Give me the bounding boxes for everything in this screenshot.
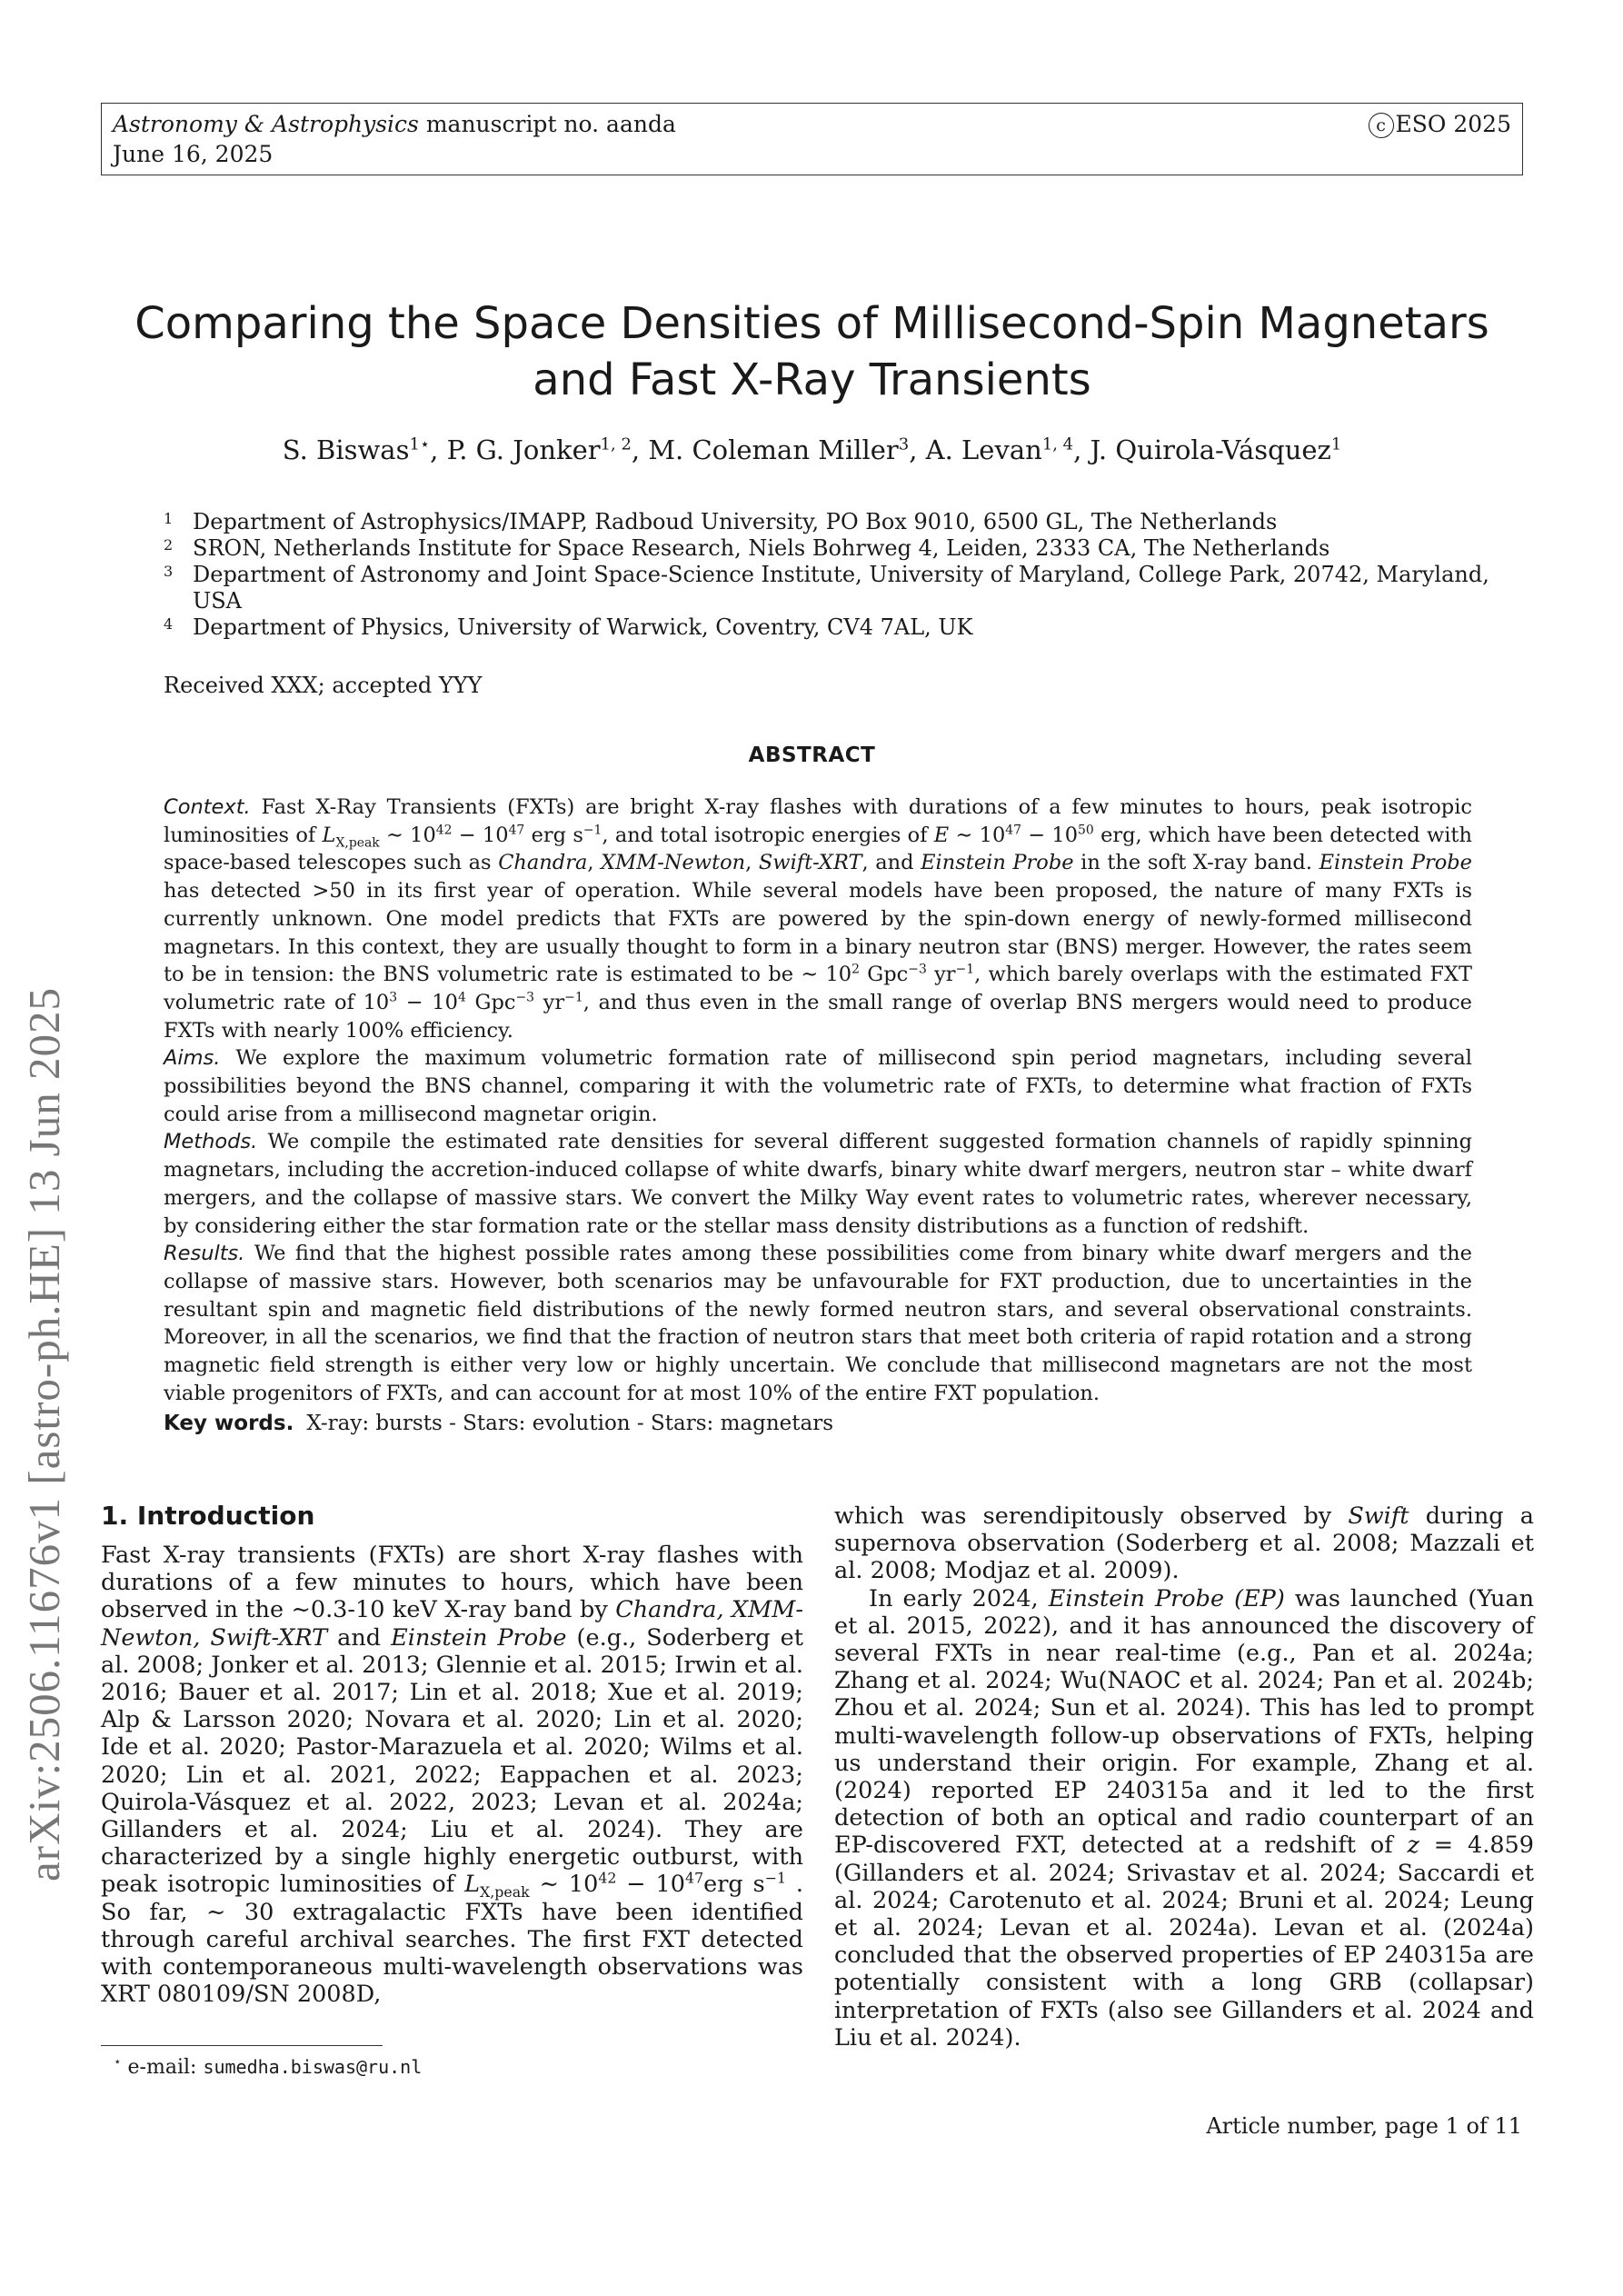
author-list xyxy=(101,432,1523,468)
affiliation: 2 SRON, Netherlands Institute for Space Research, Niels Bohrweg 4, Leiden, 2333 CA, The Netherlands xyxy=(164,535,1330,561)
author: M. Coleman Miller$^3$, xyxy=(648,434,926,465)
abstract-heading: ABSTRACT xyxy=(748,744,876,767)
intro-paragraph-1: Fast X-ray transients (FXTs) are short X-ray flashes with durations of a few minutes to hours, which have been observed in the ∼0.3-10 keV X-ray band by Chandra, XMM-Newton, Swift-XRT and Einstein Probe (e.g., Soderberg et al. 2008; Jonker et al. 2013; Glennie et al. 2015; Irwin et al. 2016; Bauer et al. 2017; Lin et al. 2018; Xue et al. 2019; Alp & Larsson 2020; Novara et al. 2020; Lin et al. 2020; Ide et al. 2020; Pastor-Marazuela et al. 2020; Wilms et al. 2020; Lin et al. 2021, 2022; Eappachen et al. 2023; Quirola-Vásquez et al. 2022, 2023; Levan et al. 2024a; Gillanders et al. 2024; Liu et al. 2024). They are characterized by a single highly energetic outburst, with peak isotropic luminosities of $L_{X,peak}$ ∼ $10^{42} - 10^{47}erg$ $s^{-1}$ . So far, ∼ 30 extragalactic FXTs have been identified through careful archival searches. The first FXT detected with contemporaneous multi-wavelength observations was XRT 080109/SN 2008D, xyxy=(101,1542,803,2009)
journal-name: Astronomy & Astrophysics xyxy=(113,111,419,137)
affiliation: 3 Department of Astronomy and Joint Space-Science Institute, University of Maryland, College Park, 20742, Maryland, USA xyxy=(164,562,1489,614)
page-number: Article number, page 1 of 11 xyxy=(1206,2113,1522,2139)
author: S. Biswas$^{1⋆}$, xyxy=(282,434,447,465)
author: P. G. Jonker$^{1, 2}$, xyxy=(446,434,649,465)
title-line-2: and Fast X-Ray Transients xyxy=(533,354,1091,405)
abstract-aims: Aims. We explore the maximum volumetric formation rate of millisecond spin period magnetars, including several possibilities beyond the BNS channel, comparing it with the volumetric rate of FXTs, to determine what fraction of FXTs could arise from a millisecond magnetar origin. xyxy=(164,1046,1472,1126)
affiliation-list xyxy=(164,509,1499,641)
arxiv-identifier-stamp: arXiv:2506.11676v1 [astro-ph.HE] 13 Jun 2025 xyxy=(19,987,69,1882)
abstract-methods: Methods. We compile the estimated rate densities for several different suggested formation channels of rapidly spinning magnetars, including the accretion-induced collapse of white dwarfs, binary white dwarf mergers, neutron star – white dwarf mergers, and the collapse of massive stars. We convert the Milky Way event rates to volumetric rates, wherever necessary, by considering either the star formation rate or the stellar mass density distributions as a function of redshift. xyxy=(164,1130,1472,1238)
running-header xyxy=(101,103,1523,175)
manuscript-number: manuscript no. aanda xyxy=(425,111,676,137)
title-line-1: Comparing the Space Densities of Millisecond-Spin Magnetars xyxy=(134,298,1489,349)
keywords: Key words. X-ray: bursts - Stars: evolution - Stars: magnetars xyxy=(164,1412,834,1435)
left-column xyxy=(101,1500,803,2008)
footnote: ⋆ e-mail: sumedha.biswas@ru.nl xyxy=(114,2054,423,2079)
header-copyright xyxy=(1369,109,1511,139)
received-line: Received XXX; accepted YYY xyxy=(164,673,483,698)
footnote-rule xyxy=(101,2045,383,2046)
intro-paragraph-2: In early 2024, Einstein Probe (EP) was launched (Yuan et al. 2015, 2022), and it has announced the discovery of several FXTs in near real-time (e.g., Pan et al. 2024a; Zhang et al. 2024; Wu(NAOC et al. 2024; Pan et al. 2024b; Zhou et al. 2024; Sun et al. 2024). This has led to prompt multi-wavelength follow-up observations of FXTs, helping us understand their origin. For example, Zhang et al. (2024) reported EP 240315a and it led to the first detection of both an optical and radio counterpart of an EP-discovered FXT, detected at a redshift of z = 4.859 (Gillanders et al. 2024; Srivastav et al. 2024; Saccardi et al. 2024; Carotenuto et al. 2024; Bruni et al. 2024; Leung et al. 2024; Levan et al. 2024a). Levan et al. (2024a) concluded that the observed properties of EP 240315a are potentially consistent with a long GRB (collapsar) interpretation of FXTs (also see Gillanders et al. 2024 and Liu et al. 2024). xyxy=(834,1584,1535,2051)
affiliation: 4 Department of Physics, University of Warwick, Coventry, CV4 7AL, UK xyxy=(164,614,973,640)
paper-title xyxy=(101,295,1523,408)
author-email-link[interactable]: sumedha.biswas@ru.nl xyxy=(203,2056,423,2078)
copyright-icon: c xyxy=(1369,113,1394,138)
author: J. Quirola-Vásquez$^1$ xyxy=(1090,434,1342,465)
header-left xyxy=(113,109,676,169)
right-column xyxy=(834,1502,1534,2051)
author: A. Levan$^{1, 4}$, xyxy=(925,434,1090,465)
intro-paragraph-1-continued: which was serendipitously observed by Swift during a supernova observation (Soderberg et al. 2008; Mazzali et al. 2008; Modjaz et al. 2009). xyxy=(834,1502,1534,1585)
abstract-body xyxy=(164,794,1472,1407)
affiliation: 1 Department of Astrophysics/IMAPP, Radboud University, PO Box 9010, 6500 GL, The Netherlands xyxy=(164,509,1278,534)
header-date: June 16, 2025 xyxy=(113,141,274,167)
abstract-results: Results. We find that the highest possible rates among these possibilities come from binary white dwarf mergers and the collapse of massive stars. However, both scenarios may be unfavourable for FXT production, due to uncertainties in the resultant spin and magnetic field distributions of the newly formed neutron stars, and several observational constraints. Moreover, in all the scenarios, we find that the fraction of neutron stars that meet both criteria of rapid rotation and a strong magnetic field strength is either very low or highly uncertain. We conclude that millisecond magnetars are not the most viable progenitors of FXTs, and can account for at most 10% of the entire FXT population. xyxy=(164,1242,1472,1405)
section-heading-introduction: 1. Introduction xyxy=(101,1501,315,1531)
abstract-context: Context. Fast X-Ray Transients (FXTs) are bright X-ray flashes with durations of a few minutes to hours, peak isotropic luminosities of $L_{X,peak}$ ∼ $10^{42} - 10^{47}$ erg $s^{-1}$, and total isotropic energies of E ∼ $10^{47} - 10^{50}$ erg, which have been detected with space-based telescopes such as Chandra, XMM-Newton, Swift-XRT, and Einstein Probe in the soft X-ray band. Einstein Probe has detected >50 in its first year of operation. While several models have been proposed, the nature of many FXTs is currently unknown. One model predicts that FXTs are powered by the spin-down energy of newly-formed millisecond magnetars. In this context, they are usually thought to form in a binary neutron star (BNS) merger. However, the rates seem to be in tension: the BNS volumetric rate is estimated to be ∼ $10^2$ Gpc$^{-3}$ $yr^{-1}$, which barely overlaps with the estimated FXT volumetric rate of $10^3 - 10^4$ Gpc$^{-3}$ $yr^{-1}$, and thus even in the small range of overlap BNS mergers would need to produce FXTs with nearly 100% efficiency. xyxy=(164,795,1472,1043)
copyright-text: ESO 2025 xyxy=(1395,111,1511,137)
